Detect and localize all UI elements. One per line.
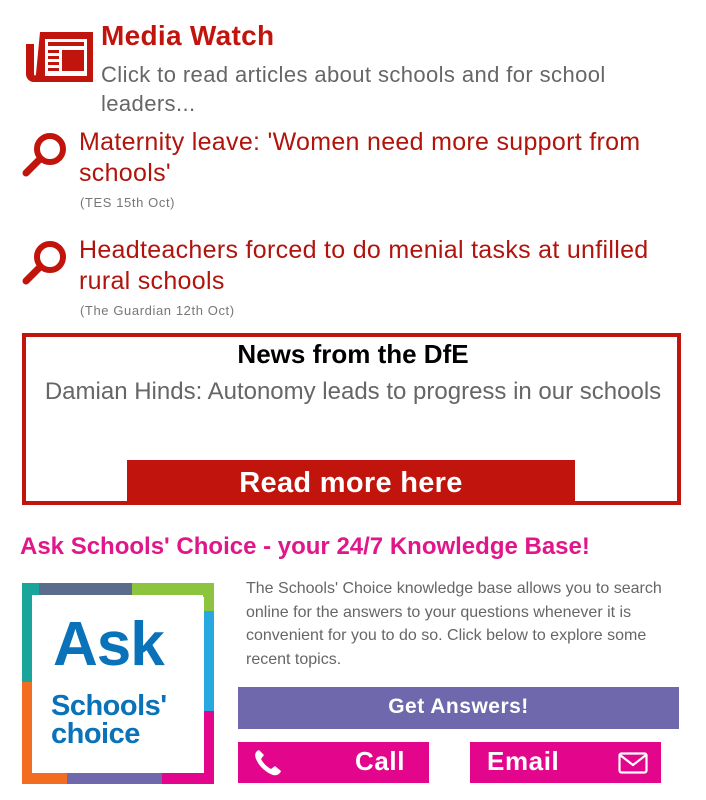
email-label: Email bbox=[487, 746, 560, 776]
logo-ask-text: Ask bbox=[53, 610, 164, 679]
article-source: (The Guardian 12th Oct) bbox=[80, 303, 235, 318]
dfe-title: News from the DfE bbox=[237, 339, 469, 369]
phone-icon bbox=[253, 749, 285, 777]
article-link[interactable]: Maternity leave: 'Women need more support from schools' bbox=[79, 128, 641, 187]
dfe-headline: Damian Hinds: Autonomy leads to progress in our schools bbox=[44, 378, 662, 405]
magnifier-icon bbox=[20, 130, 70, 180]
article-source: (TES 15th Oct) bbox=[80, 195, 176, 210]
article-link[interactable]: Headteachers forced to do menial tasks at unfilled rural schools bbox=[79, 236, 649, 295]
media-watch-title[interactable]: Media Watch bbox=[101, 20, 275, 51]
read-more-button[interactable]: Read more here bbox=[127, 460, 575, 505]
magnifier-icon bbox=[20, 238, 70, 288]
get-answers-button[interactable]: Get Answers! bbox=[238, 687, 679, 729]
ask-heading: Ask Schools' Choice - your 24/7 Knowledge Base! bbox=[20, 533, 590, 560]
call-button[interactable] bbox=[238, 742, 429, 783]
ask-description: The Schools' Choice knowledge base allows you to search online for the answers to your questions whenever it is convenient for you to do so. Click below to explore some recent topics. bbox=[246, 580, 662, 668]
call-label: Call bbox=[355, 746, 406, 776]
email-button[interactable] bbox=[470, 742, 661, 783]
newspaper-icon bbox=[26, 30, 94, 84]
ask-schools-choice-logo[interactable] bbox=[22, 583, 214, 784]
media-watch-subtitle: Click to read articles about schools and for school leaders... bbox=[101, 62, 606, 116]
envelope-icon bbox=[618, 752, 648, 774]
logo-brand-text: Schools' choice bbox=[51, 690, 167, 750]
